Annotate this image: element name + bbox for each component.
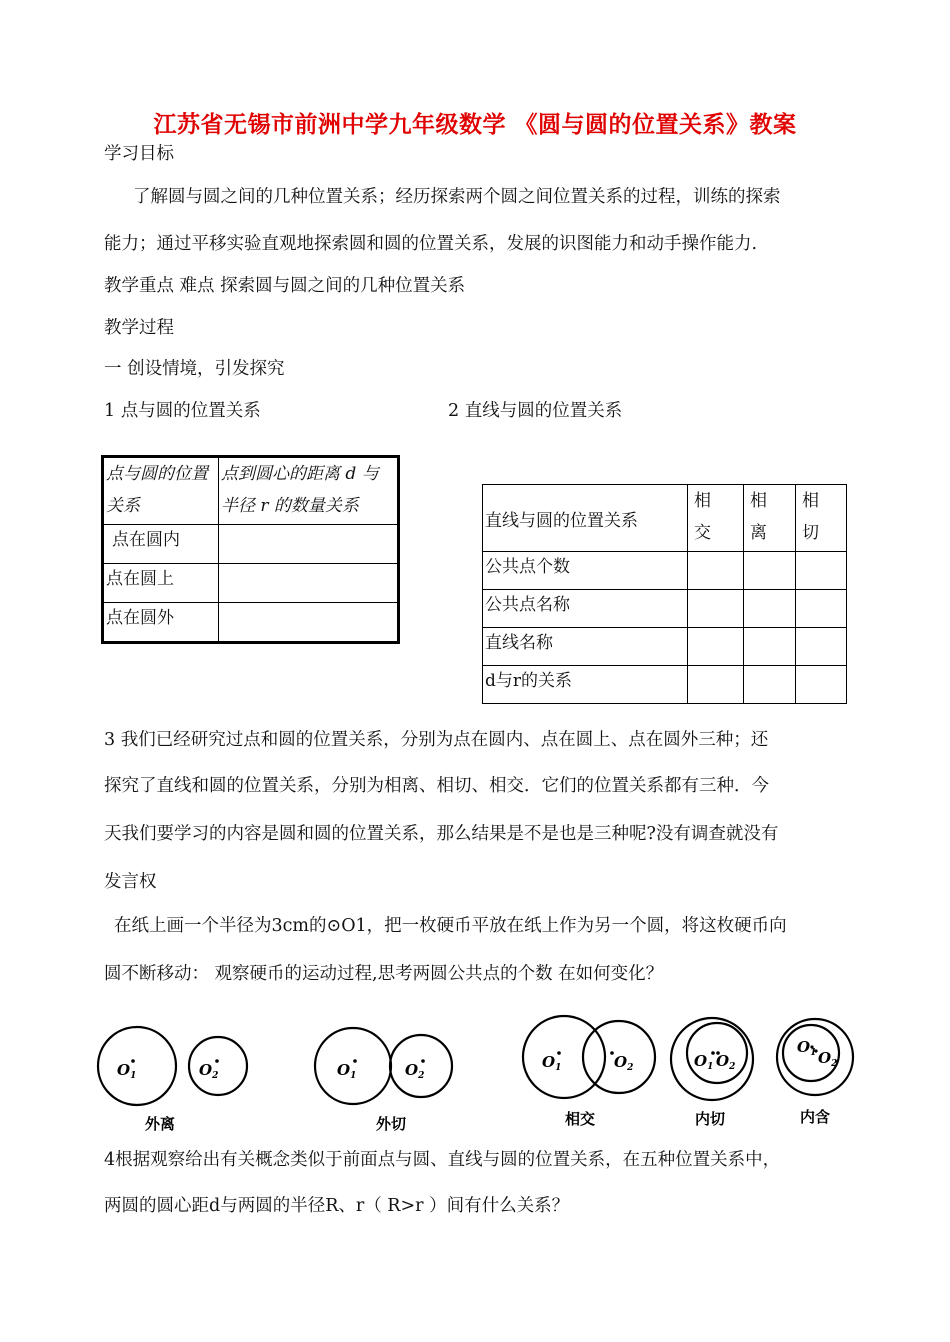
fig-caption-separate: 外离 (144, 1115, 176, 1133)
fig-label-o2-b: $O_2$ (405, 1061, 425, 1081)
fig-label-o1-c: $O_1$ (542, 1053, 562, 1073)
fig-caption-int-tangent: 内切 (694, 1110, 726, 1128)
fig-label-o2-e: $O_2$ (818, 1049, 838, 1069)
goal-line-1: 了解圆与圆之间的几种位置关系；经历探索两个圆之间位置关系的过程，训练的探索 (133, 187, 781, 207)
t2-cell[interactable] (796, 552, 847, 590)
goal-line-2: 能力；通过平移实验直观地探索圆和圆的位置关系，发展的识图能力和动手操作能力. (104, 234, 758, 254)
item-3-line-2: 探究了直线和圆的位置关系，分别为相离、相切、相交．它们的位置关系都有三种．今 (104, 776, 769, 796)
item-2: 2 直线与圆的位置关系 (448, 401, 623, 421)
t2-cell[interactable] (688, 666, 744, 704)
coin-line-2: 圆不断移动： 观察硬币的运动过程,思考两圆公共点的个数 在如何变化？ (104, 964, 664, 984)
section-goal: 学习目标 (104, 144, 174, 164)
t2-cell[interactable] (688, 552, 744, 590)
t2-cell[interactable] (796, 628, 847, 666)
fig-int-tangent-circle-big (671, 1018, 753, 1100)
t1-head-col2: 点到圆心的距离 d 与半径 r 的数量关系 (219, 457, 399, 525)
item-3-line-3: 天我们要学习的内容是圆和圆的位置关系，那么结果是不是也是三种呢?没有调查就没有 (104, 824, 779, 844)
t2-cell[interactable] (744, 590, 796, 628)
fig-caption-contain: 内含 (799, 1108, 831, 1126)
process-heading: 教学过程 (104, 318, 174, 338)
key-points: 教学重点 难点 探索圆与圆之间的几种位置关系 (104, 276, 466, 296)
fig-intersect-circle-big (523, 1016, 605, 1098)
t2-head-tangent: 相切 (796, 485, 847, 552)
t2-cell[interactable] (796, 590, 847, 628)
t1-row-inside: 点在圆内 (103, 525, 219, 564)
item-3-line-4: 发言权 (104, 872, 157, 892)
page-title: 江苏省无锡市前洲中学九年级数学 《圆与圆的位置关系》教案 (153, 111, 797, 138)
fig-separate-circle-big (98, 1027, 176, 1105)
t2-cell[interactable] (744, 666, 796, 704)
item-4-line-1: 4根据观察给出有关概念类似于前面点与圆、直线与圆的位置关系，在五种位置关系中， (104, 1150, 781, 1170)
t2-row-d-r: d与r的关系 (483, 666, 688, 704)
fig-label-o1-a: $O_1$ (117, 1061, 137, 1081)
t2-cell[interactable] (744, 628, 796, 666)
fig-ext-tangent-circle-small (390, 1035, 452, 1097)
fig-label-o1-b: $O_1$ (337, 1061, 357, 1081)
circle-relations-figure (0, 1000, 950, 1140)
t1-row-on: 点在圆上 (103, 564, 219, 603)
fig-label-o2-c: $O_2$ (614, 1053, 634, 1073)
t1-cell-empty[interactable] (219, 603, 399, 643)
fig-label-o2-d: $O_2$ (716, 1052, 736, 1072)
t2-cell[interactable] (744, 552, 796, 590)
item-1: 1 点与圆的位置关系 (104, 401, 261, 421)
t2-head-col1: 直线与圆的位置关系 (483, 485, 688, 552)
t1-cell-empty[interactable] (219, 525, 399, 564)
item-3-line-1: 3 我们已经研究过点和圆的位置关系，分别为点在圆内、点在圆上、点在圆外三种；还 (104, 730, 769, 750)
t1-cell-empty[interactable] (219, 564, 399, 603)
t2-cell[interactable] (688, 628, 744, 666)
t2-row-count: 公共点个数 (483, 552, 688, 590)
fig-label-o1-e: $O_1$ (797, 1038, 817, 1058)
fig-separate-circle-small (189, 1037, 247, 1095)
fig-caption-intersect: 相交 (564, 1110, 596, 1128)
t2-cell[interactable] (688, 590, 744, 628)
fig-label-o1-d: $O_1$ (694, 1052, 714, 1072)
fig-caption-ext-tangent: 外切 (375, 1115, 407, 1133)
t2-row-point-name: 公共点名称 (483, 590, 688, 628)
t2-cell[interactable] (796, 666, 847, 704)
t1-head-col1: 点与圆的位置关系 (103, 457, 219, 525)
fig-ext-tangent-circle-big (315, 1028, 391, 1104)
t2-head-separate: 相离 (744, 485, 796, 552)
step-1: 一 创设情境，引发探究 (104, 359, 285, 379)
t2-row-line-name: 直线名称 (483, 628, 688, 666)
t1-row-outside: 点在圆外 (103, 603, 219, 643)
coin-line-1: 在纸上画一个半径为3cm的⊙O1，把一枚硬币平放在纸上作为另一个圆，将这枚硬币向 (114, 916, 787, 936)
t2-head-intersect: 相交 (688, 485, 744, 552)
fig-label-o2-a: $O_2$ (199, 1061, 219, 1081)
line-circle-table (482, 484, 847, 704)
item-4-line-2: 两圆的圆心距d与两圆的半径R、r（ R>r ）间有什么关系？ (104, 1196, 570, 1216)
point-circle-table (101, 455, 400, 644)
